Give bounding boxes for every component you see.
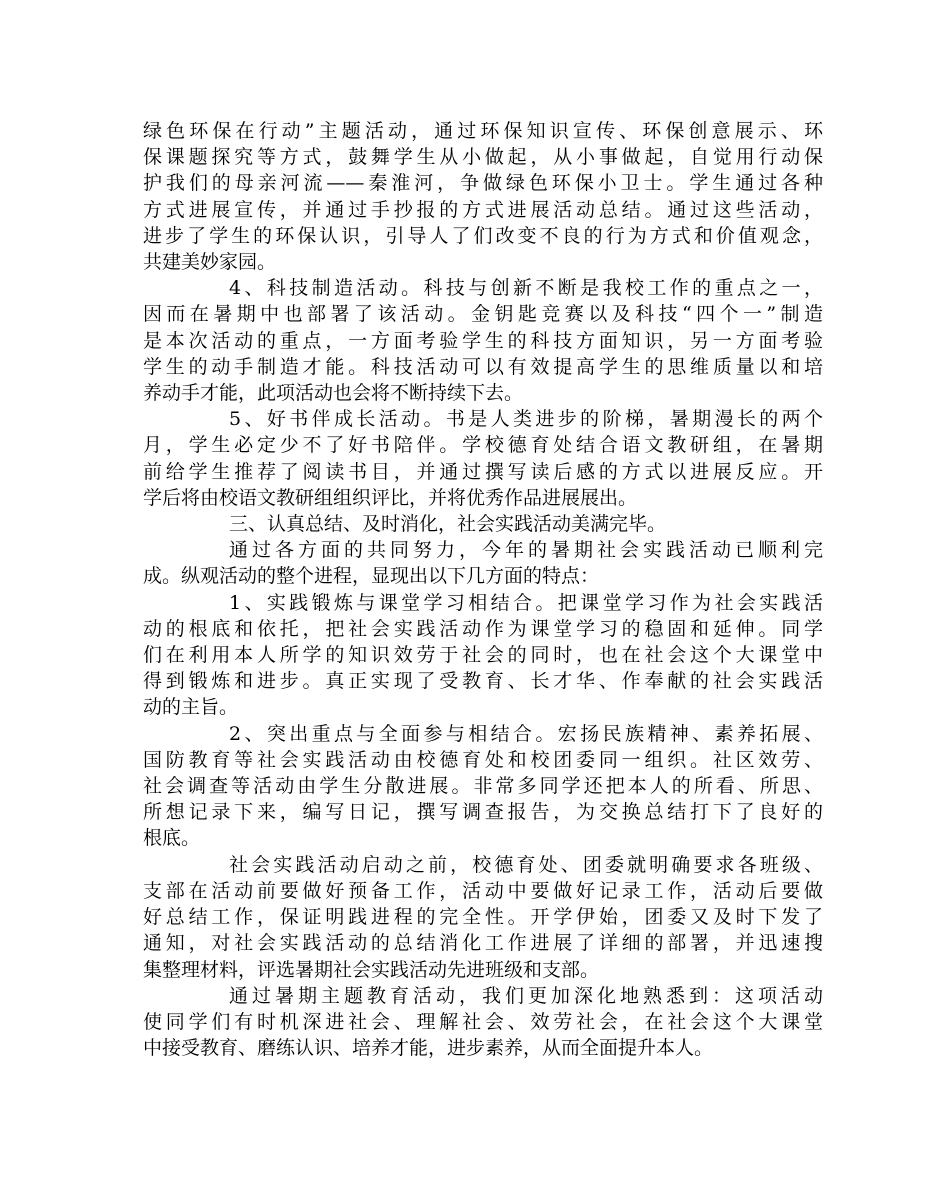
text-line: 国防教育等社会实践活动由校德育处和校团委同一组织。社区效劳、	[143, 748, 823, 771]
text-line: 所想记录下来，编写日记，撰写调查报告，为交换总结打下了良好的	[143, 801, 823, 824]
text-line: 通过各方面的共同努力，今年的暑期社会实践活动已顺利完	[229, 539, 823, 562]
paragraph-reading-activity	[143, 406, 823, 511]
text-line: 好总结工作，保证明践进程的完全性。开学伊始，团委又及时下发了	[143, 906, 823, 929]
text-line: 动的主旨。	[143, 696, 239, 719]
text-line: 保课题探究等方式，鼓舞学生从小做起，从小事做起，自觉用行动保	[143, 146, 823, 169]
paragraph-feature-1	[143, 590, 823, 721]
text-line: 1、实践锻炼与课堂学习相结合。把课堂学习作为社会实践活	[229, 591, 823, 614]
paragraph-environmental-activity	[143, 118, 823, 275]
paragraph-preparation	[143, 852, 823, 983]
text-line: 社会实践活动启动之前，校德育处、团委就明确要求各班级、	[229, 853, 823, 876]
text-line: 三、认真总结、及时消化，社会实践活动美满完毕。	[229, 513, 667, 536]
paragraph-tech-activity	[143, 275, 823, 406]
text-line: 养动手才能，此项活动也会将不断持续下去。	[143, 382, 524, 405]
section-heading-summary	[143, 511, 823, 537]
text-line: 是本次活动的重点，一方面考验学生的科技方面知识，另一方面考验	[143, 329, 823, 352]
text-line: 得到锻炼和进步。真正实现了受教育、长才华、作奉献的社会实践活	[143, 670, 823, 693]
text-line: 使同学们有时机深进社会、理解社会、效劳社会，在社会这个大课堂	[143, 1010, 823, 1033]
paragraph-conclusion	[143, 983, 823, 1062]
paragraph-summary-intro	[143, 537, 823, 589]
text-line: 共建美妙家园。	[143, 251, 277, 274]
text-line: 动的根底和依托，把社会实践活动作为课堂学习的稳固和延伸。同学	[143, 617, 823, 640]
text-line: 学生的动手制造才能。科技活动可以有效提高学生的思维质量以和培	[143, 355, 823, 378]
document-body	[143, 118, 823, 1061]
text-line: 学后将由校语文教研组组织评比，并将优秀作品进展展出。	[143, 486, 638, 509]
text-line: 护我们的母亲河流——秦淮河，争做绿色环保小卫士。学生通过各种	[143, 172, 823, 195]
text-line: 因而在暑期中也部署了该活动。金钥匙竞赛以及科技“四个一”制造	[143, 303, 823, 326]
text-line: 中接受教育、磨练认识、培养才能，进步素养，从而全面提升本人。	[143, 1037, 714, 1060]
text-line: 5、好书伴成长活动。书是人类进步的阶梯，暑期漫长的两个	[229, 408, 823, 431]
text-line: 们在利用本人所学的知识效劳于社会的同时，也在社会这个大课堂中	[143, 644, 823, 667]
text-line: 4、科技制造活动。科技与创新不断是我校工作的重点之一，	[229, 277, 823, 300]
text-line: 根底。	[143, 827, 201, 850]
paragraph-feature-2	[143, 721, 823, 852]
text-line: 通知，对社会实践活动的总结消化工作进展了详细的部署，并迅速搜	[143, 932, 823, 955]
text-line: 绿色环保在行动”主题活动，通过环保知识宣传、环保创意展示、环	[143, 120, 823, 142]
text-line: 进步了学生的环保认识，引导人了们改变不良的行为方式和价值观念，	[143, 224, 823, 247]
text-line: 月，学生必定少不了好书陪伴。学校德育处结合语文教研组，在暑期	[143, 434, 823, 457]
text-line: 2、突出重点与全面参与相结合。宏扬民族精神、素养拓展、	[229, 722, 823, 745]
text-line: 集整理材料，评选暑期社会实践活动先进班级和支部。	[143, 958, 600, 981]
text-line: 方式进展宣传，并通过手抄报的方式进展活动总结。通过这些活动，	[143, 198, 823, 221]
text-line: 成。纵观活动的整个进程，显现出以下几方面的特点：	[143, 565, 600, 588]
text-line: 支部在活动前要做好预备工作，活动中要做好记录工作，活动后要做	[143, 879, 823, 902]
text-line: 前给学生推荐了阅读书目，并通过撰写读后感的方式以进展反应。开	[143, 460, 823, 483]
text-line: 通过暑期主题教育活动，我们更加深化地熟悉到：这项活动	[229, 984, 823, 1007]
text-line: 社会调查等活动由学生分散进展。非常多同学还把本人的所看、所思、	[143, 775, 823, 798]
